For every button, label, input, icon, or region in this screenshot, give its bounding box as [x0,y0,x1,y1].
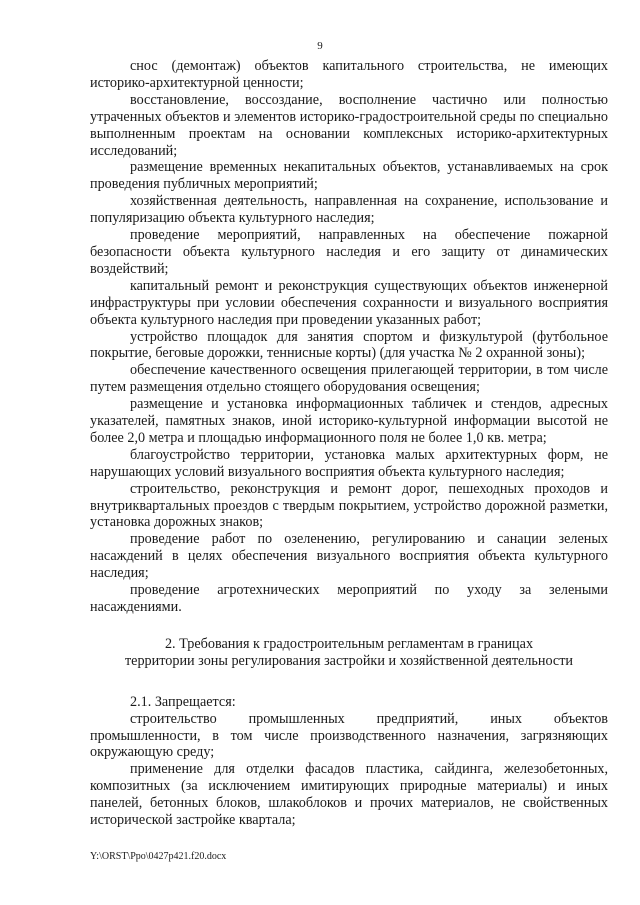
paragraph: применение для отделки фасадов пластика, сайдинга, железобетонных, композитных (за исключением имитирующих природные материалы) и иных панелей, бетонных блоков, шлакоблоков и прочих материалов, не свойственных исторической застройке квартала; [90,761,608,829]
paragraph: устройство площадок для занятия спортом и физкультурой (футбольное покрытие, беговые дорожки, теннисные корты) (для участка № 2 охранной зоны); [90,328,608,362]
paragraph: строительство, реконструкция и ремонт дорог, пешеходных проходов и внутриквартальных проездов с твердым покрытием, устройство дорожной разметки, установка дорожных знаков; [90,480,608,531]
subsection-title: 2.1. Запрещается: [130,693,236,710]
paragraph: хозяйственная деятельность, направленная на сохранение, использование и популяризацию объекта культурного наследия; [90,193,608,227]
paragraph: проведение агротехнических мероприятий по уходу за зелеными насаждениями. [90,582,608,615]
paragraph: проведение мероприятий, направленных на обеспечение пожарной безопасности объекта культурного наследия и его защиту от динамических воздействий; [90,227,608,277]
paragraph: размещение и установка информационных табличек и стендов, адресных указателей, памятных знаков, иной историко-культурной информации высотой не более 2,0 метра и площадью информационного поля не более 1,0 кв. метра; [90,396,608,446]
section-heading-line: 2. Требования к градостроительным регламентам в границах [164,635,534,652]
paragraph: обеспечение качественного освещения прилегающей территории, в том числе путем размещения отдельно стоящего оборудования освещения; [90,362,608,396]
section-heading [90,636,608,670]
paragraph: строительство промышленных предприятий, иных объектов промышленности, в том числе производственного назначения, загрязняющих окружающую среду; [90,710,608,761]
paragraph: капитальный ремонт и реконструкция существующих объектов инженерной инфраструктуры при условии обеспечения сохранности и визуального восприятия объекта культурного наследия при проведении указанных работ; [90,277,608,328]
page-number: 9 [317,40,323,52]
paragraph: снос (демонтаж) объектов капитального строительства, не имеющих историко-архитектурной ценности; [90,58,608,91]
section-heading-line: территории зоны регулирования застройки и хозяйственной деятельности [124,652,574,669]
paragraph: проведение работ по озеленению, регулированию и санации зеленых насаждений в целях обеспечения визуального восприятия объекта культурного наследия; [90,531,608,582]
paragraph: восстановление, воссоздание, восполнение частично или полностью утраченных объектов и элементов историко-градостроительной среды по специально выполненным проектам на основании комплексных историко-архитектурных исследований; [90,91,608,159]
paragraph: благоустройство территории, установка малых архитектурных форм, не нарушающих условий визуального восприятия объекта культурного наследия; [90,446,608,480]
footer-file-path: Y:\ORST\Ppo\0427p421.f20.docx [90,851,227,862]
document-body [90,58,608,829]
paragraph: размещение временных некапитальных объектов, устанавливаемых на срок проведения публичных мероприятий; [90,159,608,193]
